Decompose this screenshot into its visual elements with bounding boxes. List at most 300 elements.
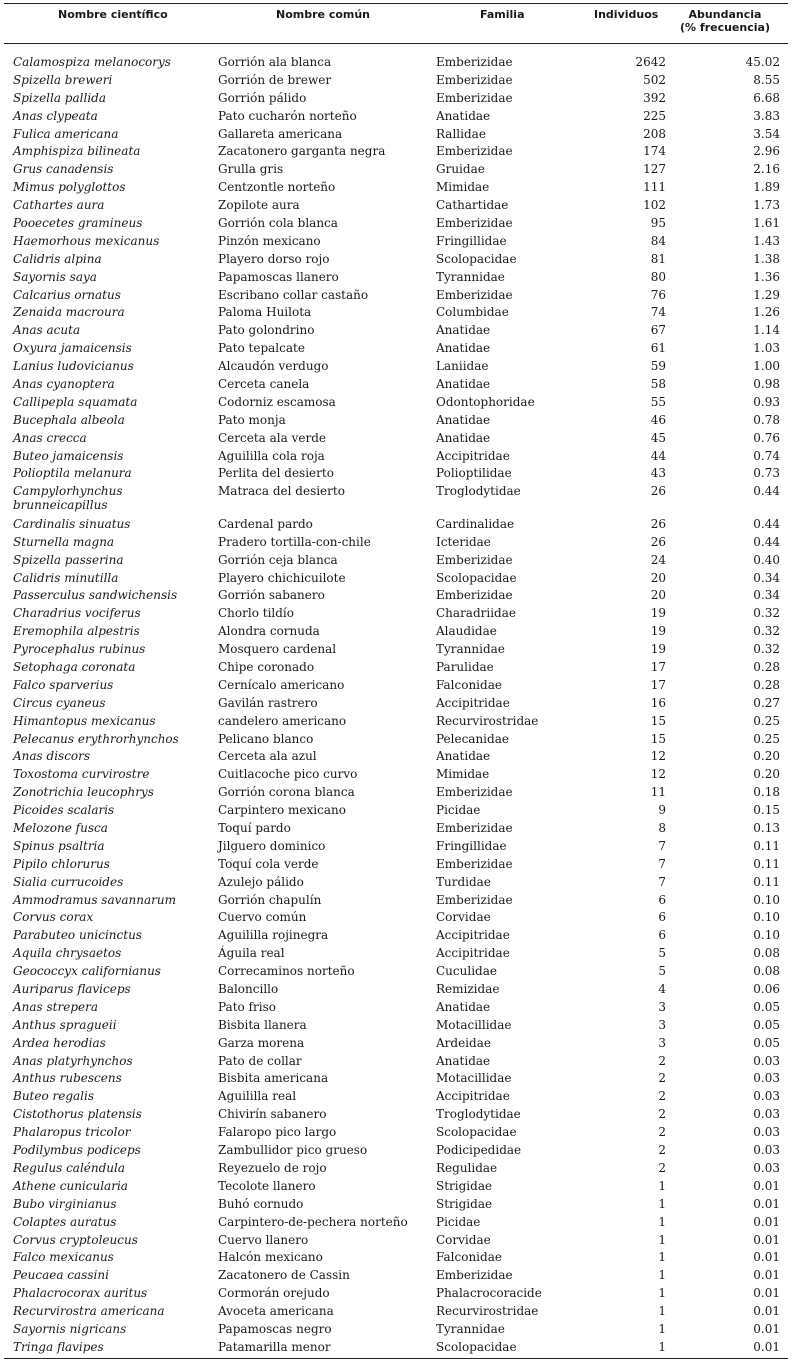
table-row [0,412,792,430]
cell-individuals: 5 [658,964,666,979]
cell-common-name: Matraca del desierto [218,484,345,499]
cell-common-name: Cormorán orejudo [218,1286,330,1301]
cell-family: Columbidae [436,305,509,320]
header-rule [4,43,788,44]
cell-family: Charadriidae [436,606,516,621]
table-row [0,1142,792,1160]
table-row [0,1106,792,1124]
cell-family: Emberizidae [436,785,513,800]
header-family: Familia [480,8,525,21]
cell-common-name: Pelicano blanco [218,731,314,746]
table-row [0,1053,792,1071]
cell-abundance: 0.01 [753,1286,780,1301]
cell-individuals: 43 [650,466,666,481]
cell-common-name: Zambullidor pico grueso [218,1143,368,1158]
table-row [0,570,792,588]
cell-family: Emberizidae [436,90,513,105]
cell-common-name: Tecolote llanero [218,1178,316,1193]
cell-scientific-name: Auriparus flaviceps [13,982,131,997]
cell-scientific-name: Recurvirostra americana [13,1304,165,1319]
cell-abundance: 0.10 [753,928,780,943]
table-row [0,784,792,802]
cell-common-name: Centzontle norteño [218,180,336,195]
cell-abundance: 0.40 [753,552,780,567]
cell-family: Turdidae [436,874,491,889]
cell-common-name: Zacatonero garganta negra [218,144,386,159]
cell-scientific-name: Pipilo chlorurus [13,856,110,871]
cell-individuals: 7 [658,874,666,889]
cell-common-name: Patamarilla menor [218,1339,331,1354]
cell-family: Recurvirostridae [436,713,539,728]
cell-individuals: 17 [650,660,666,674]
cell-family: Emberizidae [436,552,513,567]
cell-common-name: Gorrión corona blanca [218,785,355,800]
cell-scientific-name: Zenaida macroura [13,305,125,320]
cell-scientific-name: Himantopus mexicanus [13,713,156,728]
table-row [0,1070,792,1088]
table-row [0,215,792,233]
cell-family: Anatidae [436,749,491,764]
cell-family: Anatidae [436,412,491,427]
cell-individuals: 3 [658,1035,666,1050]
cell-abundance: 0.20 [753,767,780,782]
cell-abundance: 8.55 [753,72,780,87]
table-row [0,1285,792,1303]
header-scientific-name: Nombre científico [58,8,168,21]
header-abundance-line1: Abundancia [688,8,762,21]
cell-common-name: Chivirín sabanero [218,1107,327,1122]
cell-common-name: Gorrión ceja blanca [218,552,338,567]
cell-individuals: 111 [643,180,666,195]
cell-individuals: 2 [658,1071,666,1086]
cell-family: Accipitridae [436,946,510,961]
cell-common-name: Bisbita americana [218,1071,329,1086]
cell-abundance: 0.44 [753,484,780,499]
cell-abundance: 0.01 [753,1321,780,1336]
cell-common-name: Gavilán rastrero [218,695,318,710]
cell-individuals: 95 [650,216,666,231]
table-row [0,945,792,963]
cell-common-name: Cuervo llanero [218,1232,309,1247]
header-abundance [680,8,770,34]
cell-family: Motacillidae [436,1017,512,1032]
cell-family: Polioptilidae [436,466,512,481]
cell-individuals: 502 [643,72,666,87]
cell-family: Scolopacidae [436,570,517,585]
table-row [0,90,792,108]
cell-scientific-name: Falco sparverius [13,677,114,692]
cell-individuals: 1 [658,1304,666,1319]
cell-abundance: 0.08 [753,964,780,979]
cell-individuals: 26 [650,534,666,549]
cell-family: Mimidae [436,180,490,195]
cell-common-name: Cardenal pardo [218,516,313,531]
cell-common-name: Alondra cornuda [218,624,320,639]
cell-scientific-name: Anas platyrhynchos [13,1053,133,1068]
table-row [0,1088,792,1106]
cell-scientific-name: Passerculus sandwichensis [13,588,178,603]
cell-common-name: Pato friso [218,999,276,1014]
cell-individuals: 19 [650,606,666,621]
cell-common-name: Zopilote aura [218,198,300,213]
cell-family: Emberizidae [436,72,513,87]
table-row [0,677,792,695]
table-row [0,892,792,910]
cell-individuals: 19 [650,624,666,639]
cell-abundance: 2.96 [753,144,780,159]
cell-individuals: 102 [643,198,666,213]
table-row [0,641,792,659]
cell-scientific-name: Charadrius vociferus [13,606,141,621]
cell-individuals: 16 [650,695,666,710]
cell-individuals: 2 [658,1160,666,1175]
table-row [0,1339,792,1357]
cell-family: Mimidae [436,767,490,782]
cell-family: Cardinalidae [436,516,515,531]
cell-abundance: 0.74 [753,448,780,463]
cell-abundance: 0.15 [753,803,780,818]
cell-family: Falconidae [436,677,502,692]
cell-scientific-name: Cardinalis sinuatus [13,516,131,531]
cell-common-name: Jilguero dominico [218,838,326,853]
cell-abundance: 0.28 [753,660,780,674]
table-row [0,659,792,677]
table-row [0,1303,792,1321]
cell-abundance: 0.11 [753,874,780,889]
cell-individuals: 74 [650,305,666,320]
cell-common-name: Perlita del desierto [218,466,334,481]
cell-common-name: Gorrión sabanero [218,588,325,603]
cell-family: Anatidae [436,430,491,445]
cell-abundance: 6.68 [753,90,780,105]
cell-common-name: Azulejo pálido [218,874,304,889]
cell-abundance: 0.01 [753,1178,780,1193]
header-common-name: Nombre común [276,8,371,21]
cell-family: Emberizidae [436,821,513,836]
cell-individuals: 1 [658,1339,666,1354]
cell-common-name: Toquí pardo [218,821,291,836]
table-row [0,465,792,483]
cell-individuals: 80 [650,269,666,284]
cell-abundance: 0.03 [753,1125,780,1140]
cell-abundance: 0.34 [753,570,780,585]
cell-abundance: 0.03 [753,1053,780,1068]
cell-common-name: Pato monja [218,412,286,427]
cell-individuals: 67 [650,323,666,338]
cell-common-name: Pato golondrino [218,323,315,338]
cell-family: Picidae [436,1214,481,1229]
table-row [0,927,792,945]
cell-scientific-name: Melozone fusca [13,821,108,836]
cell-individuals: 8 [658,821,666,836]
cell-scientific-name: Colaptes auratus [13,1214,117,1229]
cell-common-name: Aguililla rojinegra [218,928,329,943]
cell-scientific-name: Anas crecca [13,430,87,445]
cell-scientific-name: Fulica americana [13,126,119,141]
cell-common-name: Reyezuelo de rojo [218,1160,327,1175]
table-row [0,1035,792,1053]
cell-individuals: 76 [650,287,666,302]
cell-abundance: 0.03 [753,1089,780,1104]
cell-common-name: Carpintero-de-pechera norteño [218,1214,408,1229]
cell-scientific-name: Sayornis saya [13,269,97,284]
cell-common-name: Pinzón mexicano [218,233,321,248]
table-row [0,394,792,412]
table-row [0,322,792,340]
cell-family: Corvidae [436,1232,491,1247]
cell-scientific-name: Corvus corax [13,910,94,925]
cell-abundance: 0.11 [753,838,780,853]
cell-common-name: Cerceta canela [218,377,310,392]
cell-abundance: 0.73 [753,466,780,481]
cell-individuals: 1 [658,1232,666,1247]
cell-individuals: 174 [643,144,666,159]
table-row [0,1017,792,1035]
cell-common-name: Gorrión ala blanca [218,55,332,69]
cell-family: Alaudidae [436,624,497,639]
cell-scientific-name: Calamospiza melanocorys [13,55,171,69]
cell-scientific-name: Geococcyx californianus [13,964,161,979]
cell-family: Emberizidae [436,144,513,159]
cell-scientific-name: Picoides scalaris [13,803,115,818]
cell-scientific-name: Sialia currucoides [13,874,124,889]
cell-family: Gruidae [436,162,485,177]
cell-individuals: 1 [658,1214,666,1229]
cell-common-name: Cerceta ala azul [218,749,317,764]
cell-family: Strigidae [436,1178,493,1193]
cell-abundance: 0.34 [753,588,780,603]
cell-scientific-name: Buteo regalis [13,1089,95,1104]
cell-family: Recurvirostridae [436,1304,539,1319]
cell-individuals: 7 [658,838,666,853]
cell-common-name: Baloncillo [218,982,279,997]
cell-abundance: 0.01 [753,1304,780,1319]
cell-individuals: 2 [658,1143,666,1158]
table-row [0,1196,792,1214]
cell-abundance: 0.03 [753,1107,780,1122]
cell-common-name: Gorrión chapulín [218,892,322,907]
table-row [0,516,792,534]
cell-common-name: Cernícalo americano [218,677,345,692]
cell-individuals: 20 [650,588,666,603]
cell-common-name: Papamoscas llanero [218,269,339,284]
cell-abundance: 1.61 [753,216,780,231]
cell-common-name: Cerceta ala verde [218,430,326,445]
cell-individuals: 20 [650,570,666,585]
cell-abundance: 0.28 [753,677,780,692]
table-row [0,304,792,322]
cell-scientific-name: Ardea herodias [13,1035,106,1050]
cell-family: Podicipedidae [436,1143,522,1158]
cell-family: Emberizidae [436,1268,513,1283]
cell-individuals: 55 [650,394,666,409]
cell-family: Tyrannidae [436,1321,505,1336]
cell-scientific-name: Sayornis nigricans [13,1321,127,1336]
cell-individuals: 6 [658,910,666,925]
table-row [0,233,792,251]
cell-common-name: Águila real [218,946,285,961]
cell-scientific-name: Calidris minutilla [13,570,119,585]
cell-common-name: Carpintero mexicano [218,803,346,818]
table-body [0,54,792,1357]
cell-scientific-name: Lanius ludovicianus [13,359,134,374]
table-bottom-rule [4,1358,788,1359]
cell-common-name: Pato tepalcate [218,341,305,356]
cell-individuals: 84 [650,233,666,248]
cell-individuals: 1 [658,1268,666,1283]
cell-family: Accipitridae [436,448,510,463]
cell-scientific-name: Anas discors [13,749,91,764]
cell-common-name: Buhó cornudo [218,1196,304,1211]
cell-individuals: 2 [658,1107,666,1122]
cell-scientific-name: Spizella breweri [13,72,113,87]
cell-abundance: 0.32 [753,642,780,657]
cell-common-name: Zacatonero de Cassin [218,1268,350,1283]
cell-individuals: 2642 [635,55,666,69]
cell-scientific-name: Corvus cryptoleucus [13,1232,138,1247]
cell-individuals: 208 [643,126,666,141]
table-row [0,1124,792,1142]
cell-individuals: 1 [658,1196,666,1211]
cell-family: Emberizidae [436,588,513,603]
cell-abundance: 1.43 [753,233,780,248]
table-row [0,1214,792,1232]
cell-family: Emberizidae [436,856,513,871]
cell-scientific-name: Anas cyanoptera [13,377,115,392]
cell-family: Picidae [436,803,481,818]
cell-abundance: 0.10 [753,910,780,925]
cell-scientific-name: Campylorhynchus brunneicapillus [13,484,123,513]
table-row [0,587,792,605]
table-row [0,605,792,623]
cell-abundance: 3.83 [753,108,780,123]
table-row [0,1249,792,1267]
cell-family: Scolopacidae [436,1125,517,1140]
table-row [0,999,792,1017]
cell-family: Parulidae [436,660,494,674]
table-row [0,766,792,784]
cell-family: Scolopacidae [436,1339,517,1354]
table-row [0,448,792,466]
cell-individuals: 6 [658,892,666,907]
table-row [0,731,792,749]
cell-scientific-name: Cathartes aura [13,198,105,213]
header-abundance-line2: (% frecuencia) [680,21,770,34]
cell-scientific-name: Anas acuta [13,323,81,338]
cell-abundance: 0.06 [753,982,780,997]
table-row [0,143,792,161]
table-row [0,358,792,376]
cell-common-name: Escribano collar castaño [218,287,369,302]
table-row [0,1160,792,1178]
cell-abundance: 0.05 [753,1017,780,1032]
cell-family: Emberizidae [436,892,513,907]
cell-scientific-name: Setophaga coronata [13,660,136,674]
cell-abundance: 0.01 [753,1196,780,1211]
cell-abundance: 1.14 [753,323,780,338]
table-row [0,1267,792,1285]
cell-abundance: 0.13 [753,821,780,836]
cell-scientific-name: Aquila chrysaetos [13,946,122,961]
cell-abundance: 1.89 [753,180,780,195]
table-row [0,287,792,305]
table-top-rule [4,3,788,4]
cell-individuals: 4 [658,982,666,997]
cell-common-name: Halcón mexicano [218,1250,323,1265]
cell-scientific-name: Anas clypeata [13,108,98,123]
table-row [0,623,792,641]
cell-scientific-name: Phalacrocorax auritus [13,1286,148,1301]
cell-abundance: 0.03 [753,1160,780,1175]
cell-individuals: 26 [650,516,666,531]
table-row [0,108,792,126]
cell-scientific-name: Callipepla squamata [13,394,138,409]
cell-common-name: Grulla gris [218,162,284,177]
cell-scientific-name: Pelecanus erythrorhynchos [13,731,179,746]
cell-scientific-name: Athene cunicularia [13,1178,128,1193]
cell-abundance: 1.26 [753,305,780,320]
cell-family: Rallidae [436,126,486,141]
cell-family: Accipitridae [436,928,510,943]
cell-common-name: Gorrión de brewer [218,72,332,87]
cell-family: Fringillidae [436,838,507,853]
cell-common-name: Chorlo tildío [218,606,294,621]
table-row [0,72,792,90]
cell-family: Falconidae [436,1250,502,1265]
cell-individuals: 3 [658,999,666,1014]
cell-abundance: 0.08 [753,946,780,961]
cell-family: Corvidae [436,910,491,925]
cell-abundance: 1.03 [753,341,780,356]
cell-abundance: 0.76 [753,430,780,445]
cell-scientific-name: Bucephala albeola [13,412,125,427]
table-row [0,713,792,731]
cell-abundance: 0.01 [753,1250,780,1265]
cell-individuals: 1 [658,1250,666,1265]
cell-scientific-name: Anthus spragueii [13,1017,117,1032]
cell-family: Troglodytidae [436,484,521,499]
cell-individuals: 19 [650,642,666,657]
cell-common-name: Codorniz escamosa [218,394,336,409]
cell-scientific-name: Bubo virginianus [13,1196,117,1211]
cell-abundance: 0.98 [753,377,780,392]
cell-family: Anatidae [436,999,491,1014]
cell-scientific-name: Oxyura jamaicensis [13,341,132,356]
cell-common-name: Cuitlacoche pico curvo [218,767,358,782]
cell-individuals: 2 [658,1089,666,1104]
cell-scientific-name: Spinus psaltria [13,838,105,853]
cell-abundance: 2.16 [753,162,780,177]
cell-scientific-name: Spizella pallida [13,90,106,105]
cell-family: Accipitridae [436,695,510,710]
cell-abundance: 0.32 [753,624,780,639]
table-row [0,1178,792,1196]
table-row [0,820,792,838]
table-row [0,838,792,856]
cell-common-name: Paloma Huilota [218,305,312,320]
cell-abundance: 0.44 [753,534,780,549]
cell-individuals: 58 [650,377,666,392]
cell-individuals: 3 [658,1017,666,1032]
cell-scientific-name: Pooecetes gramineus [13,216,143,231]
cell-individuals: 5 [658,946,666,961]
cell-family: Fringillidae [436,233,507,248]
cell-abundance: 0.78 [753,412,780,427]
cell-common-name: Garza morena [218,1035,305,1050]
cell-abundance: 0.03 [753,1071,780,1086]
cell-abundance: 0.25 [753,713,780,728]
cell-scientific-name: Anas strepera [13,999,99,1014]
